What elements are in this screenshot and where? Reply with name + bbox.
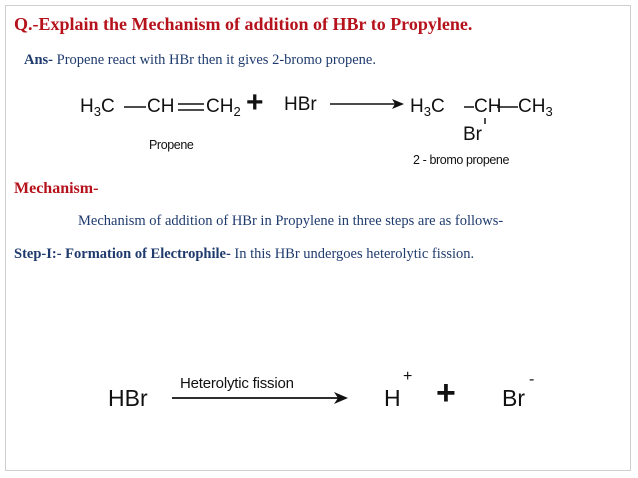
reaction-plus: + — [246, 86, 264, 119]
fission-h: H — [384, 385, 401, 411]
fission-h-charge: + — [403, 368, 413, 385]
mechanism-heading: Mechanism- — [14, 180, 99, 197]
product-label: 2 - bromo propene — [413, 153, 510, 167]
product-ch3: $CH_3$ — [518, 96, 553, 119]
fission-br: Br — [502, 385, 525, 411]
step-1-text: In this HBr undergoes heterolytic fission. — [230, 246, 475, 262]
product-ch: CH — [474, 96, 502, 117]
step-1-label: Step-I:- Formation of Electrophile- — [14, 246, 231, 262]
reactant-hbr: HBr — [284, 94, 317, 115]
step-1-line — [14, 246, 474, 263]
fission-arrow-label: Heterolytic fission — [180, 375, 294, 392]
reactant-ch: CH — [147, 96, 175, 117]
reactant-ch2: $CH_2$ — [206, 96, 241, 119]
reactant-h3c: $H_3C$ — [80, 96, 115, 119]
mechanism-intro: Mechanism of addition of HBr in Propylene in three steps are as follows- — [78, 213, 504, 229]
answer-label: Ans- — [24, 52, 54, 68]
propene-label: Propene — [149, 138, 194, 152]
product-br: Br — [463, 124, 482, 145]
fission-br-charge: - — [529, 371, 535, 388]
fission-plus: + — [436, 374, 456, 412]
product-h3c: $H_3C$ — [410, 96, 445, 119]
fission-hbr: HBr — [108, 385, 148, 411]
answer-text: Propene react with HBr then it gives 2-bromo propene. — [53, 52, 376, 68]
question-title: Q.-Explain the Mechanism of addition of HBr to Propylene. — [14, 14, 473, 34]
